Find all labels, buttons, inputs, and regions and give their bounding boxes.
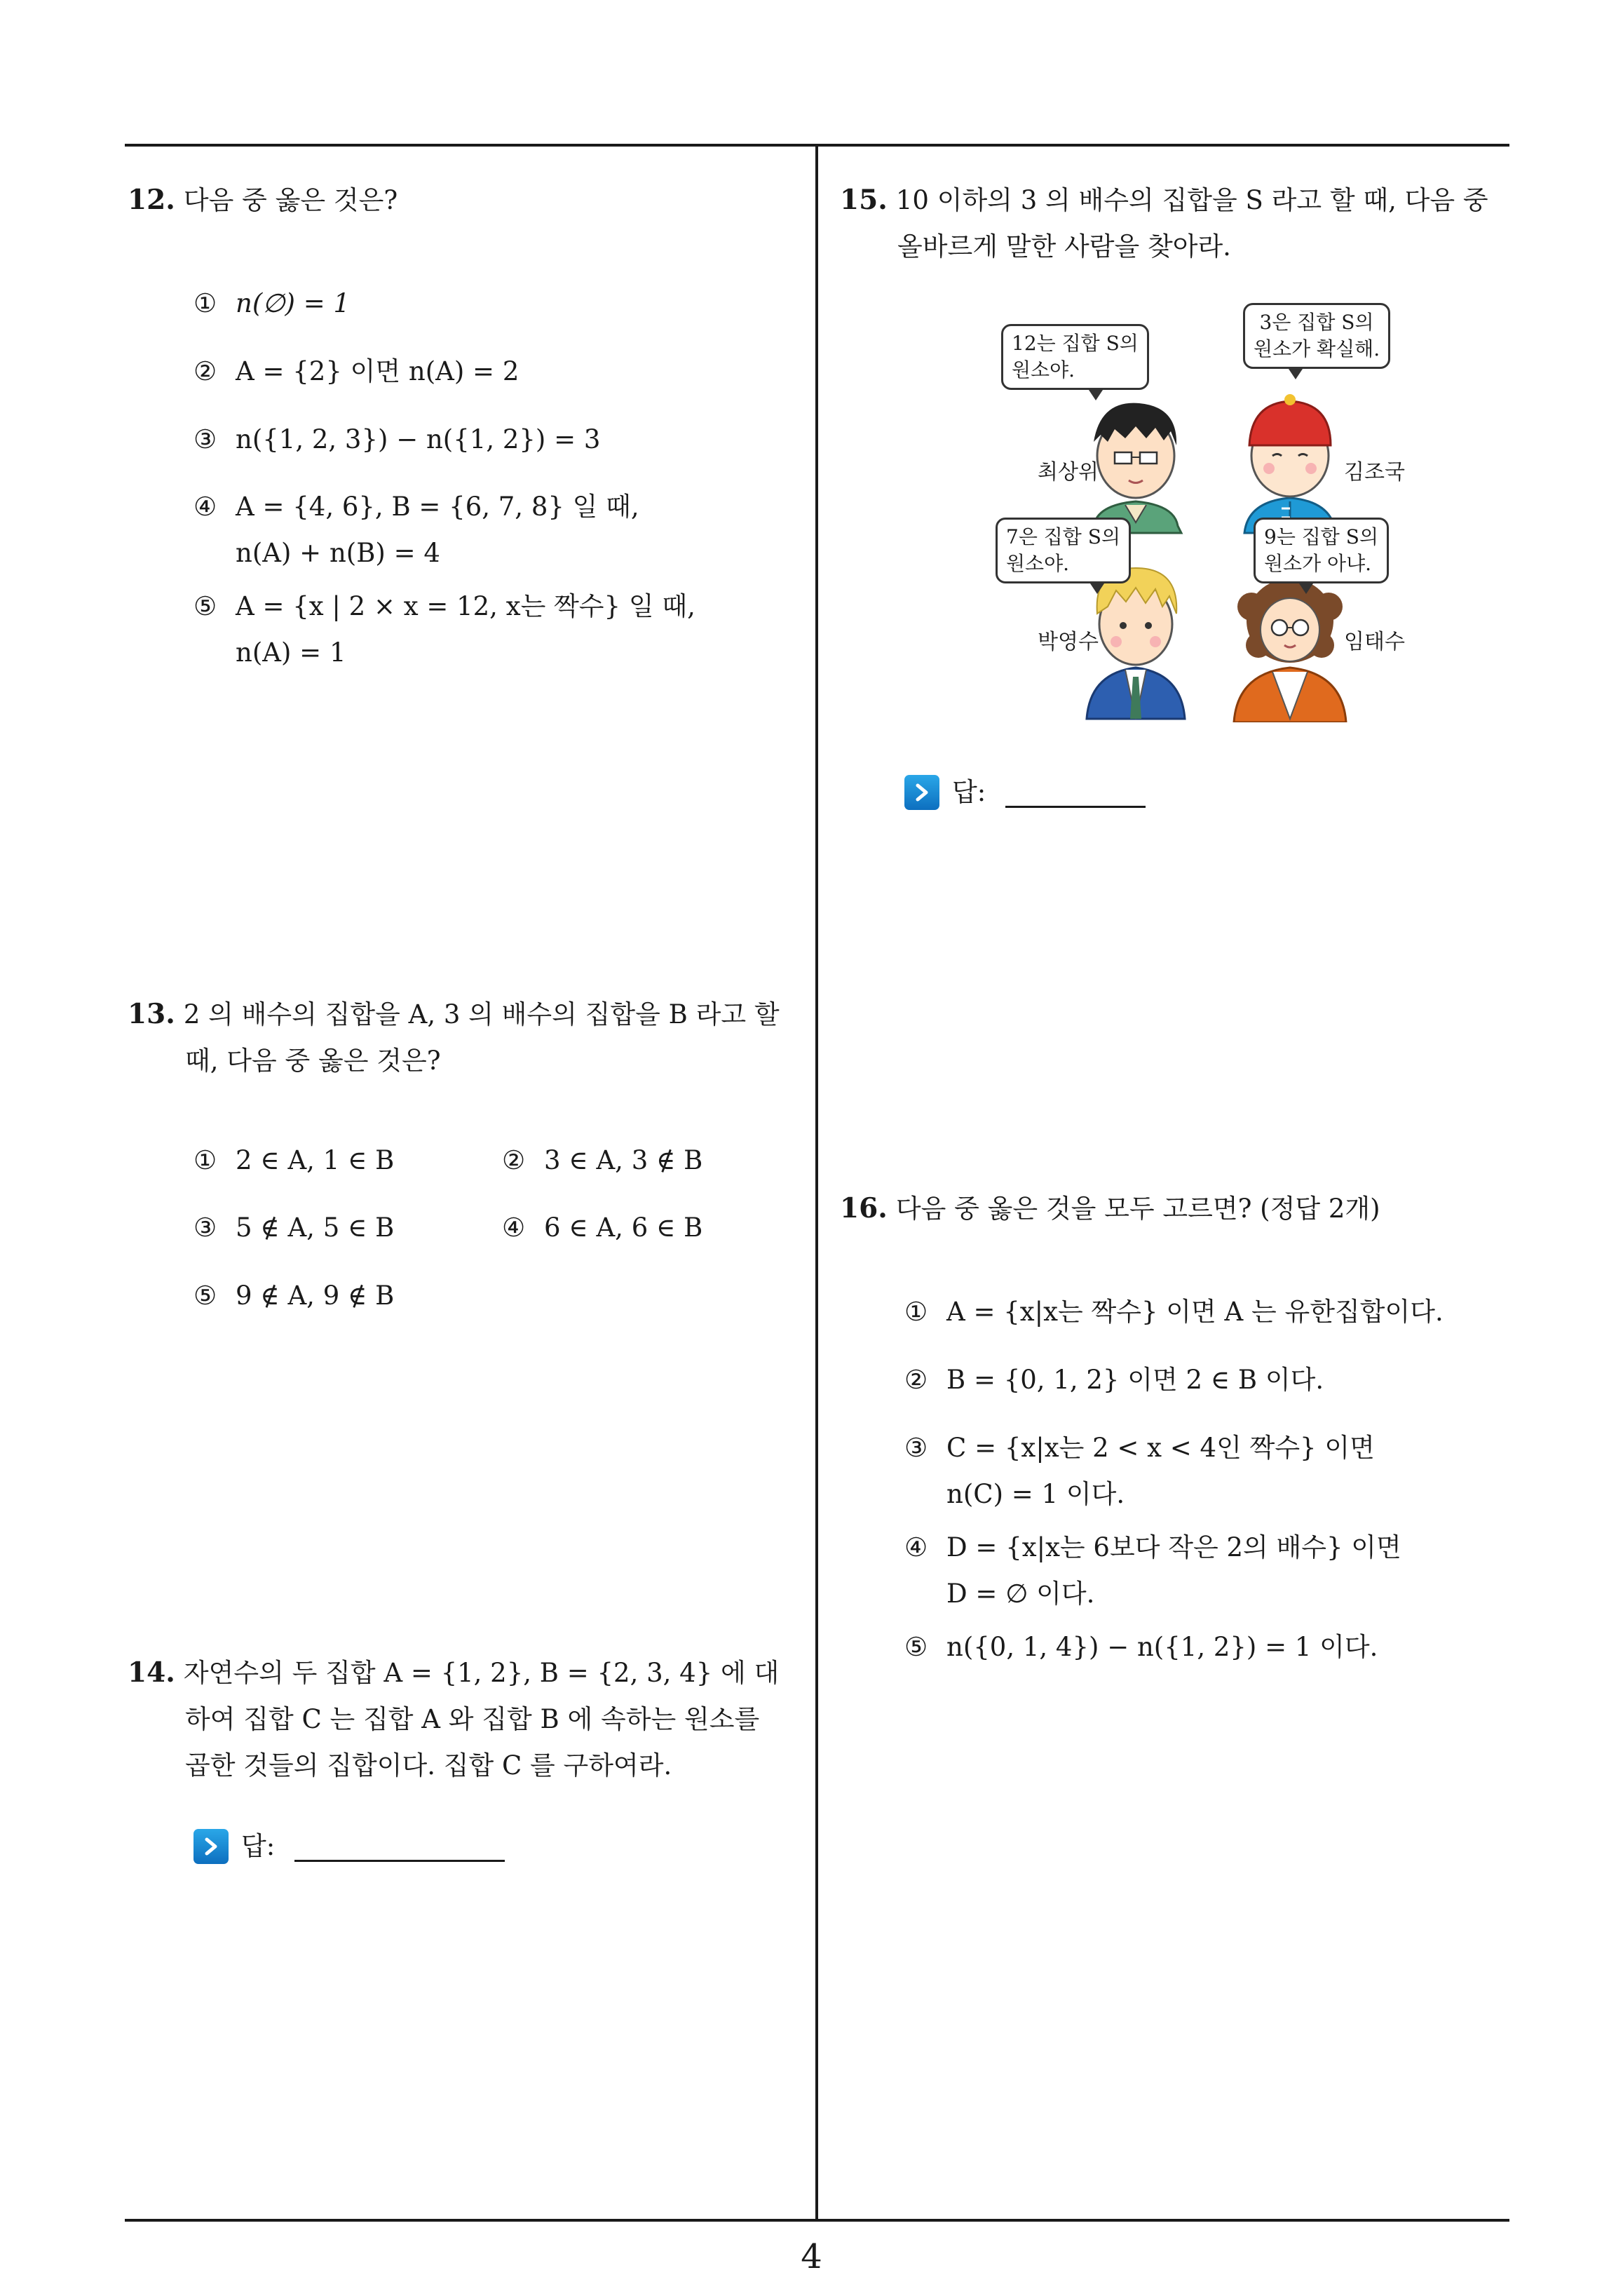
chevron-right-icon — [904, 775, 939, 810]
column-divider — [815, 144, 818, 2221]
speech-bubble-lim: 9는 집합 S의 원소가 아냐. — [1254, 518, 1389, 583]
question-text-line1: 자연수의 두 집합 A = {1, 2}, B = {2, 3, 4} 에 대 — [183, 1658, 780, 1688]
question-number: 12. — [128, 184, 175, 216]
question-text-line2: 하여 집합 C 는 집합 A 와 집합 B 에 속하는 원소를 — [185, 1704, 760, 1734]
q16-option-1[interactable]: ① A = {x|x는 짝수} 이면 A 는 유한집합이다. — [904, 1297, 1444, 1327]
question-text-line3: 곱한 것들의 집합이다. 집합 C 를 구하여라. — [185, 1750, 672, 1781]
name-label-park: 박영수 — [1038, 630, 1099, 654]
name-label-lim: 임태수 — [1344, 630, 1405, 654]
name-label-choi: 최상위 — [1038, 460, 1099, 485]
person-choi-figure — [1090, 403, 1181, 533]
question-text-line2: 때, 다음 중 옳은 것은? — [185, 1046, 441, 1076]
q15-answer — [904, 775, 1146, 810]
question-text-line1: 10 이하의 3 의 배수의 집합을 S 라고 할 때, 다음 중 — [895, 185, 1488, 215]
speech-bubble-park: 7은 집합 S의 원소야. — [996, 518, 1131, 583]
question-12 — [128, 177, 801, 224]
q14-answer — [193, 1829, 505, 1864]
question-text: 다음 중 옳은 것을 모두 고르면? (정답 2개) — [895, 1194, 1380, 1224]
q12-option-1[interactable]: ① n(∅) = 1 — [193, 288, 350, 318]
bottom-rule — [125, 2219, 1509, 2222]
question-number: 16. — [840, 1192, 888, 1224]
question-number: 13. — [128, 998, 175, 1030]
question-14 — [128, 1649, 811, 1789]
speech-bubble-choi: 12는 집합 S의 원소야. — [1001, 324, 1149, 390]
question-number: 15. — [840, 184, 888, 216]
q16-option-4[interactable]: ④ D = {x|x는 6보다 작은 2의 배수} 이면 D = ∅ 이다. — [904, 1532, 1401, 1609]
answer-label: 답: — [241, 1831, 276, 1861]
q13-option-5[interactable]: ⑤ 9 ∉ A, 9 ∉ B — [193, 1281, 395, 1311]
q16-option-3[interactable]: ③ C = {x|x는 2 < x < 4인 짝수} 이면 n(C) = 1 이다. — [904, 1433, 1375, 1509]
question-text: 다음 중 옳은 것은? — [183, 185, 398, 215]
question-number: 14. — [128, 1656, 175, 1689]
question-13 — [128, 991, 808, 1084]
question-16 — [840, 1185, 1541, 1232]
speech-bubble-kim: 3은 집합 S의 원소가 확실해. — [1243, 303, 1390, 369]
chevron-right-icon — [193, 1829, 229, 1864]
answer-label: 답: — [952, 777, 986, 807]
person-kim-figure — [1244, 394, 1336, 533]
q13-option-4[interactable]: ④ 6 ∈ A, 6 ∈ B — [502, 1213, 703, 1243]
q12-option-3[interactable]: ③ n({1, 2, 3}) − n({1, 2}) = 3 — [193, 424, 601, 454]
person-lim-figure — [1234, 579, 1346, 722]
page-number: 4 — [801, 2237, 822, 2276]
q12-option-2[interactable]: ② A = {2} 이면 n(A) = 2 — [193, 356, 520, 386]
q16-option-5[interactable]: ⑤ n({0, 1, 4}) − n({1, 2}) = 1 이다. — [904, 1632, 1378, 1662]
q12-option-5[interactable]: ⑤ A = {x | 2 × x = 12, x는 짝수} 일 때, n(A) = 1 — [193, 591, 695, 668]
name-label-kim: 김조국 — [1344, 460, 1405, 485]
question-15 — [840, 177, 1541, 270]
q13-option-3[interactable]: ③ 5 ∉ A, 5 ∈ B — [193, 1213, 395, 1243]
q12-option-4[interactable]: ④ A = {4, 6}, B = {6, 7, 8} 일 때, n(A) + n(B) = 4 — [193, 492, 639, 568]
question-text-line2: 올바르게 말한 사람을 찾아라. — [897, 231, 1231, 262]
q13-option-2[interactable]: ② 3 ∈ A, 3 ∉ B — [502, 1145, 703, 1175]
question-text-line1: 2 의 배수의 집합을 A, 3 의 배수의 집합을 B 라고 할 — [183, 999, 780, 1029]
answer-blank[interactable] — [1005, 778, 1146, 808]
answer-blank[interactable] — [294, 1832, 505, 1862]
q13-option-1[interactable]: ① 2 ∈ A, 1 ∈ B — [193, 1145, 395, 1175]
q16-option-2[interactable]: ② B = {0, 1, 2} 이면 2 ∈ B 이다. — [904, 1365, 1324, 1395]
